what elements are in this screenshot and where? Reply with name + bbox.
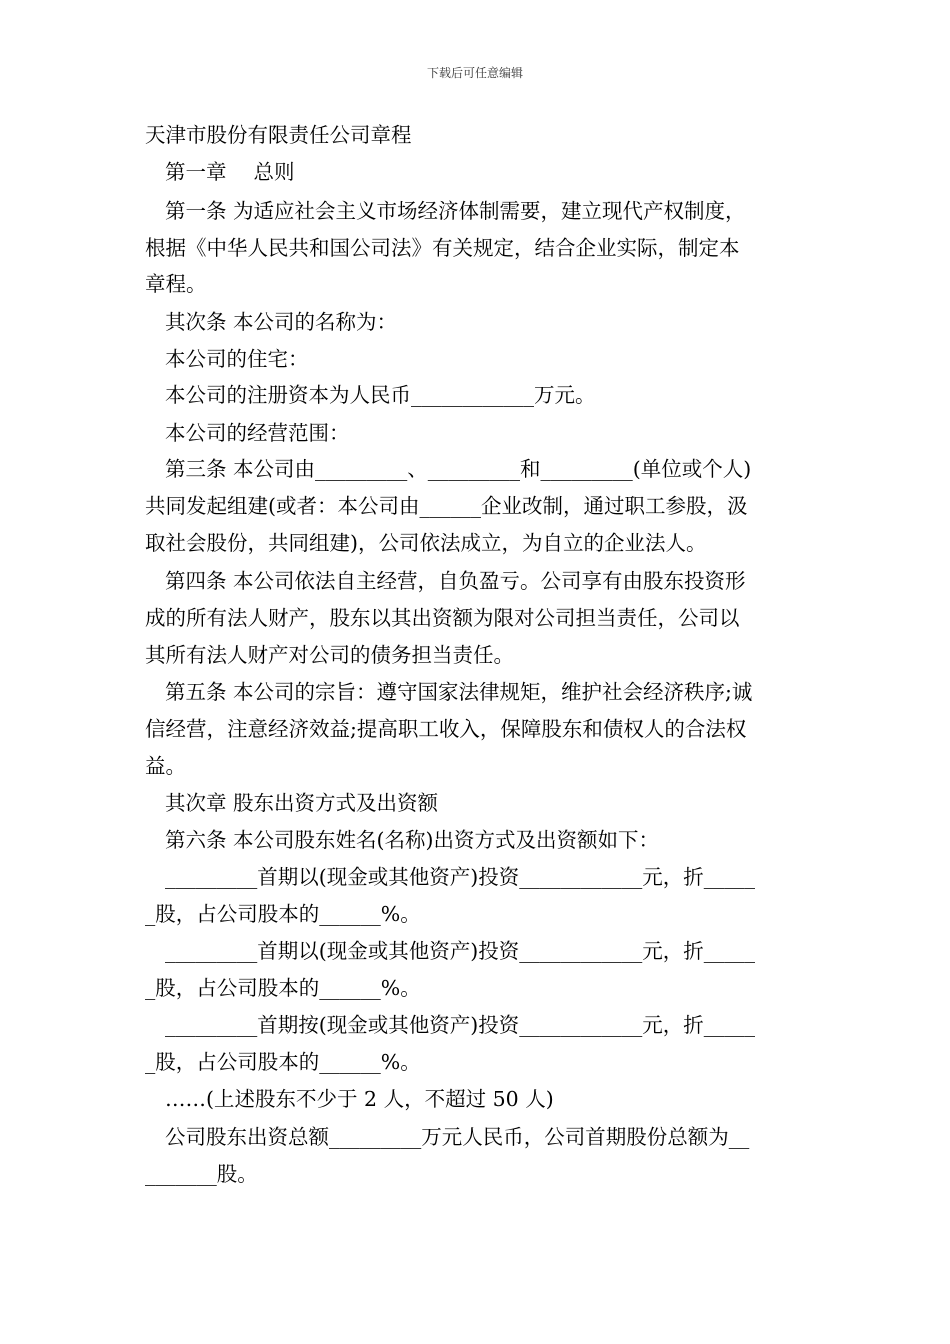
article-2-line-4: 本公司的经营范围： [165,421,350,445]
article-2-line-2: 本公司的住宅： [165,347,309,371]
shareholder-1-line-1: _________首期以(现金或其他资产)投资____________元，折_____ [165,865,755,889]
article-3-line-3: 取社会股份，共同组建)，公司依法成立，为自立的企业法人。 [145,531,707,555]
article-5-line-3: 益。 [145,754,186,778]
article-2-line-3: 本公司的注册资本为人民币____________万元。 [165,383,596,407]
chapter-2-heading: 其次章 股东出资方式及出资额 [165,791,439,815]
article-6-line-1: 第六条 本公司股东姓名(名称)出资方式及出资额如下： [165,828,660,852]
chapter-heading: 第一章 总则 [165,160,295,184]
total-capital-line-2: _______股。 [145,1162,258,1186]
shareholder-3-line-1: _________首期按(现金或其他资产)投资____________元，折_____ [165,1013,755,1037]
article-4-line-3: 其所有法人财产对公司的债务担当责任。 [145,643,514,667]
shareholder-2-line-1: _________首期以(现金或其他资产)投资____________元，折_____ [165,939,755,963]
article-1-line-1: 第一条 为适应社会主义市场经济体制需要，建立现代产权制度， [165,199,746,223]
shareholder-2-line-2: _股，占公司股本的______%。 [145,976,421,1000]
total-capital-line-1: 公司股东出资总额_________万元人民币，公司首期股份总额为__ [165,1125,750,1149]
article-1-line-2: 根据《中华人民共和国公司法》有关规定，结合企业实际，制定本 [145,236,740,260]
article-3-line-2: 共同发起组建(或者：本公司由______企业改制，通过职工参股，汲 [145,494,748,518]
shareholder-3-line-2: _股，占公司股本的______%。 [145,1050,421,1074]
article-3-line-1: 第三条 本公司由_________、_________和_________(单位或个人) [165,457,752,481]
article-4-line-1: 第四条 本公司依法自主经营，自负盈亏。公司享有由股东投资形 [165,569,746,593]
article-4-line-2: 成的所有法人财产，股东以其出资额为限对公司担当责任，公司以 [145,606,740,630]
article-2-line-1: 其次条 本公司的名称为： [165,310,398,334]
article-1-line-3: 章程。 [145,272,207,296]
document-title: 天津市股份有限责任公司章程 [145,123,412,147]
page-header: 下载后可任意编辑 [426,66,523,80]
article-5-line-2: 信经营，注意经济效益;提高职工收入，保障股东和债权人的合法权 [145,717,747,741]
article-5-line-1: 第五条 本公司的宗旨：遵守国家法律规矩，维护社会经济秩序;诚 [165,680,753,704]
shareholder-note: ……(上述股东不少于 2 人，不超过 50 人) [165,1087,554,1111]
shareholder-1-line-2: _股，占公司股本的______%。 [145,902,421,926]
